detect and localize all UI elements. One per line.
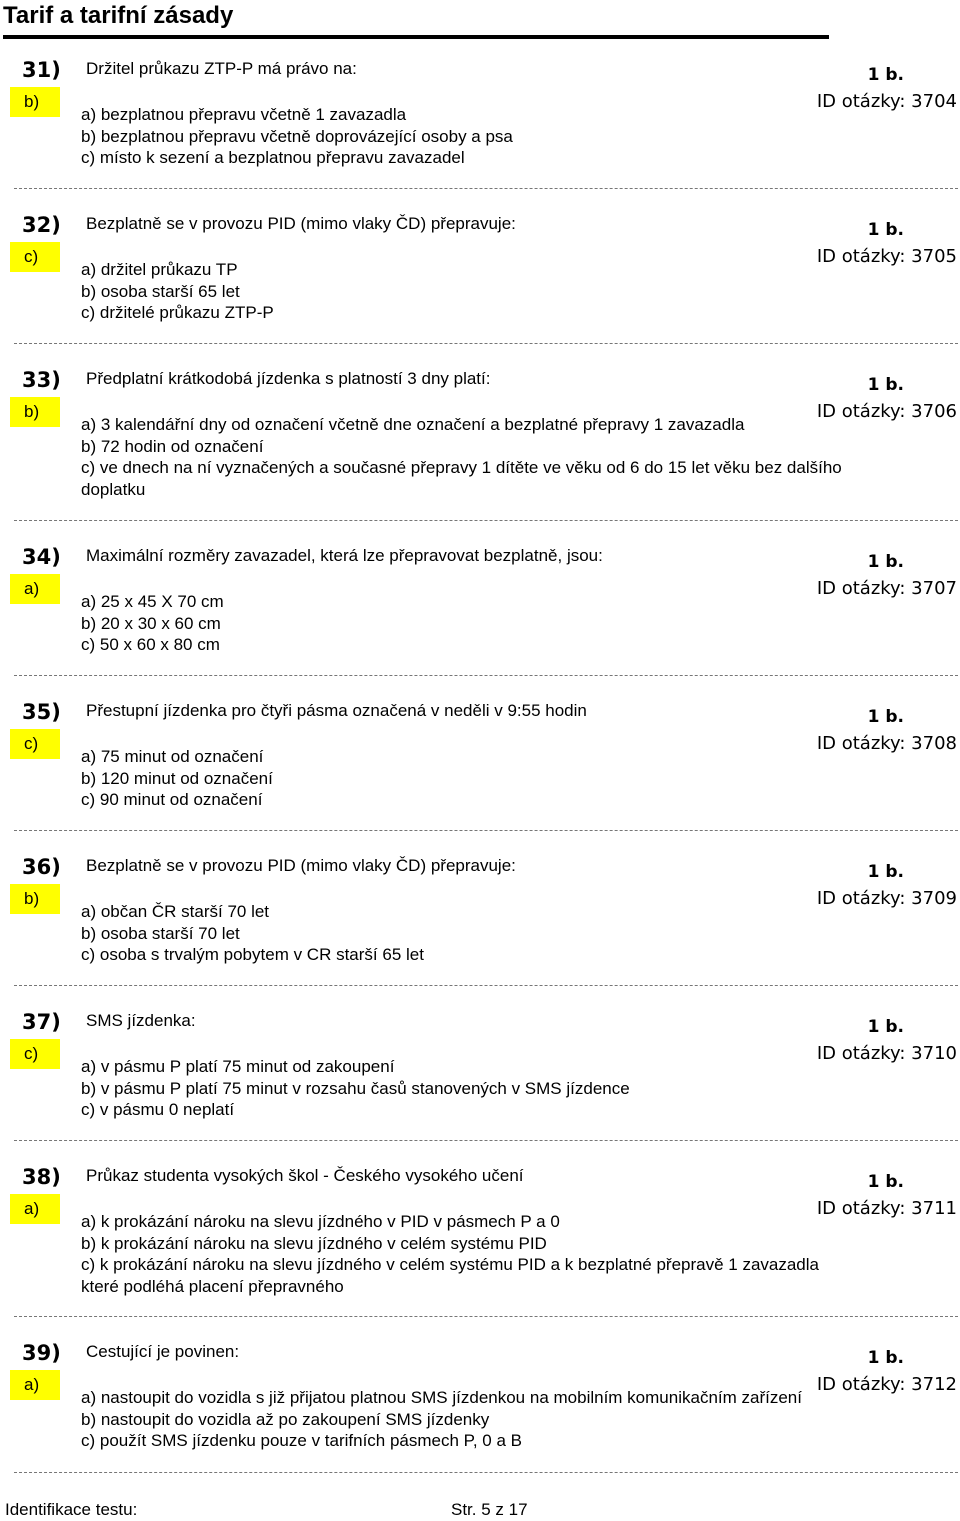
question-points: 1 b. <box>867 1348 904 1368</box>
page-number: Str. 5 z 17 <box>451 1500 528 1519</box>
answer-option: doplatku <box>81 479 146 499</box>
answer-option: b) v pásmu P platí 75 minut v rozsahu časů stanovených v SMS jízdence <box>81 1078 630 1098</box>
question-points: 1 b. <box>867 65 904 85</box>
answer-option: b) k prokázání nároku na slevu jízdného v celém systému PID <box>81 1233 547 1253</box>
answer-option: které podléhá placení přepravného <box>81 1276 344 1296</box>
question-id: ID otázky: 3709 <box>816 888 957 909</box>
correct-answer-badge: c) <box>10 1039 60 1069</box>
answer-option: b) osoba starší 65 let <box>81 281 240 301</box>
question-number: 36) <box>22 855 61 879</box>
question-separator <box>14 188 958 189</box>
question-separator <box>14 675 958 676</box>
question-number: 31) <box>22 58 61 82</box>
question-text: Maximální rozměry zavazadel, která lze přepravovat bezplatně, jsou: <box>86 546 603 565</box>
answer-option: c) k prokázání nároku na slevu jízdného v celém systému PID a k bezplatné přepravě 1 zavazadla <box>81 1255 819 1274</box>
answer-options <box>81 1056 931 1121</box>
question-id: ID otázky: 3704 <box>816 91 957 112</box>
answer-option: c) ve dnech na ní vyznačených a současné přepravy 1 dítěte ve věku od 6 do 15 let věku bez dalšího <box>81 458 842 477</box>
answer-options <box>81 746 931 811</box>
title-rule <box>3 35 829 39</box>
question-number: 37) <box>22 1010 61 1034</box>
answer-options <box>81 591 931 656</box>
question-points: 1 b. <box>867 1017 904 1037</box>
answer-option: b) 20 x 30 x 60 cm <box>81 613 221 633</box>
question-id: ID otázky: 3712 <box>816 1374 957 1395</box>
question-points: 1 b. <box>867 862 904 882</box>
answer-option: c) 50 x 60 x 80 cm <box>81 635 220 654</box>
answer-option: a) 3 kalendářní dny od označení včetně dne označení a bezplatné přepravy 1 zavazadla <box>81 415 745 434</box>
question-separator <box>14 1472 958 1473</box>
question-points: 1 b. <box>867 707 904 727</box>
answer-options <box>81 1387 931 1452</box>
question-separator <box>14 343 958 344</box>
answer-option: b) nastoupit do vozidla až po zakoupení SMS jízdenky <box>81 1409 490 1429</box>
answer-option: a) občan ČR starší 70 let <box>81 902 270 921</box>
question-separator <box>14 985 958 986</box>
question-id: ID otázky: 3711 <box>816 1198 957 1219</box>
question-number: 32) <box>22 213 61 237</box>
correct-answer-badge: a) <box>10 1370 60 1400</box>
question-text: Cestující je povinen: <box>86 1342 240 1361</box>
question-number: 35) <box>22 700 61 724</box>
question-separator <box>14 1316 958 1317</box>
question-separator <box>14 1140 958 1141</box>
answer-option: c) osoba s trvalým pobytem v CR starší 65 let <box>81 945 424 964</box>
question-id: ID otázky: 3707 <box>816 578 957 599</box>
answer-option: c) 90 minut od označení <box>81 790 263 809</box>
question-points: 1 b. <box>867 1172 904 1192</box>
question-points: 1 b. <box>867 220 904 240</box>
answer-option: a) v pásmu P platí 75 minut od zakoupení <box>81 1057 395 1076</box>
answer-options <box>81 104 931 169</box>
question-id: ID otázky: 3710 <box>816 1043 957 1064</box>
correct-answer-badge: a) <box>10 574 60 604</box>
question-points: 1 b. <box>867 375 904 395</box>
answer-option: a) držitel průkazu TP <box>81 260 238 279</box>
answer-options <box>81 259 931 324</box>
correct-answer-badge: b) <box>10 884 60 914</box>
correct-answer-badge: b) <box>10 87 60 117</box>
answer-option: a) 25 x 45 X 70 cm <box>81 592 224 611</box>
correct-answer-badge: a) <box>10 1194 60 1224</box>
question-separator <box>14 830 958 831</box>
answer-option: a) 75 minut od označení <box>81 747 264 766</box>
question-text: Bezplatně se v provozu PID (mimo vlaky ČD) přepravuje: <box>86 856 516 875</box>
question-text: Bezplatně se v provozu PID (mimo vlaky ČD) přepravuje: <box>86 214 516 233</box>
correct-answer-badge: c) <box>10 729 60 759</box>
question-text: Předplatní krátkodobá jízdenka s platností 3 dny platí: <box>86 369 491 388</box>
question-number: 38) <box>22 1165 61 1189</box>
answer-option: c) použít SMS jízdenku pouze v tarifních pásmech P, 0 a B <box>81 1431 522 1450</box>
question-id: ID otázky: 3705 <box>816 246 957 267</box>
correct-answer-badge: c) <box>10 242 60 272</box>
question-text: SMS jízdenka: <box>86 1011 196 1030</box>
question-points: 1 b. <box>867 552 904 572</box>
question-text: Držitel průkazu ZTP-P má právo na: <box>86 59 357 78</box>
question-number: 33) <box>22 368 61 392</box>
question-text: Průkaz studenta vysokých škol - Českého vysokého učení <box>86 1166 524 1185</box>
page-title: Tarif a tarifní zásady <box>3 2 234 29</box>
question-id: ID otázky: 3708 <box>816 733 957 754</box>
answer-option: c) držitelé průkazu ZTP-P <box>81 303 274 322</box>
answer-option: a) bezplatnou přepravu včetně 1 zavazadla <box>81 105 407 124</box>
question-number: 34) <box>22 545 61 569</box>
answer-option: c) místo k sezení a bezplatnou přepravu zavazadel <box>81 148 465 167</box>
answer-option: b) 72 hodin od označení <box>81 436 264 456</box>
question-separator <box>14 520 958 521</box>
answer-options <box>81 414 931 500</box>
answer-options <box>81 1211 931 1297</box>
answer-option: b) 120 minut od označení <box>81 768 273 788</box>
answer-option: b) bezplatnou přepravu včetně doprovázející osoby a psa <box>81 126 513 146</box>
answer-option: b) osoba starší 70 let <box>81 923 240 943</box>
answer-option: c) v pásmu 0 neplatí <box>81 1100 235 1119</box>
answer-option: a) nastoupit do vozidla s již přijatou platnou SMS jízdenkou na mobilním komunikačním zařízení <box>81 1388 802 1407</box>
question-id: ID otázky: 3706 <box>816 401 957 422</box>
answer-option: a) k prokázání nároku na slevu jízdného v PID v pásmech P a 0 <box>81 1212 560 1231</box>
answer-options <box>81 901 931 966</box>
test-identification-label: Identifikace testu: <box>5 1500 138 1519</box>
correct-answer-badge: b) <box>10 397 60 427</box>
question-text: Přestupní jízdenka pro čtyři pásma označená v neděli v 9:55 hodin <box>86 701 587 720</box>
question-number: 39) <box>22 1341 61 1365</box>
